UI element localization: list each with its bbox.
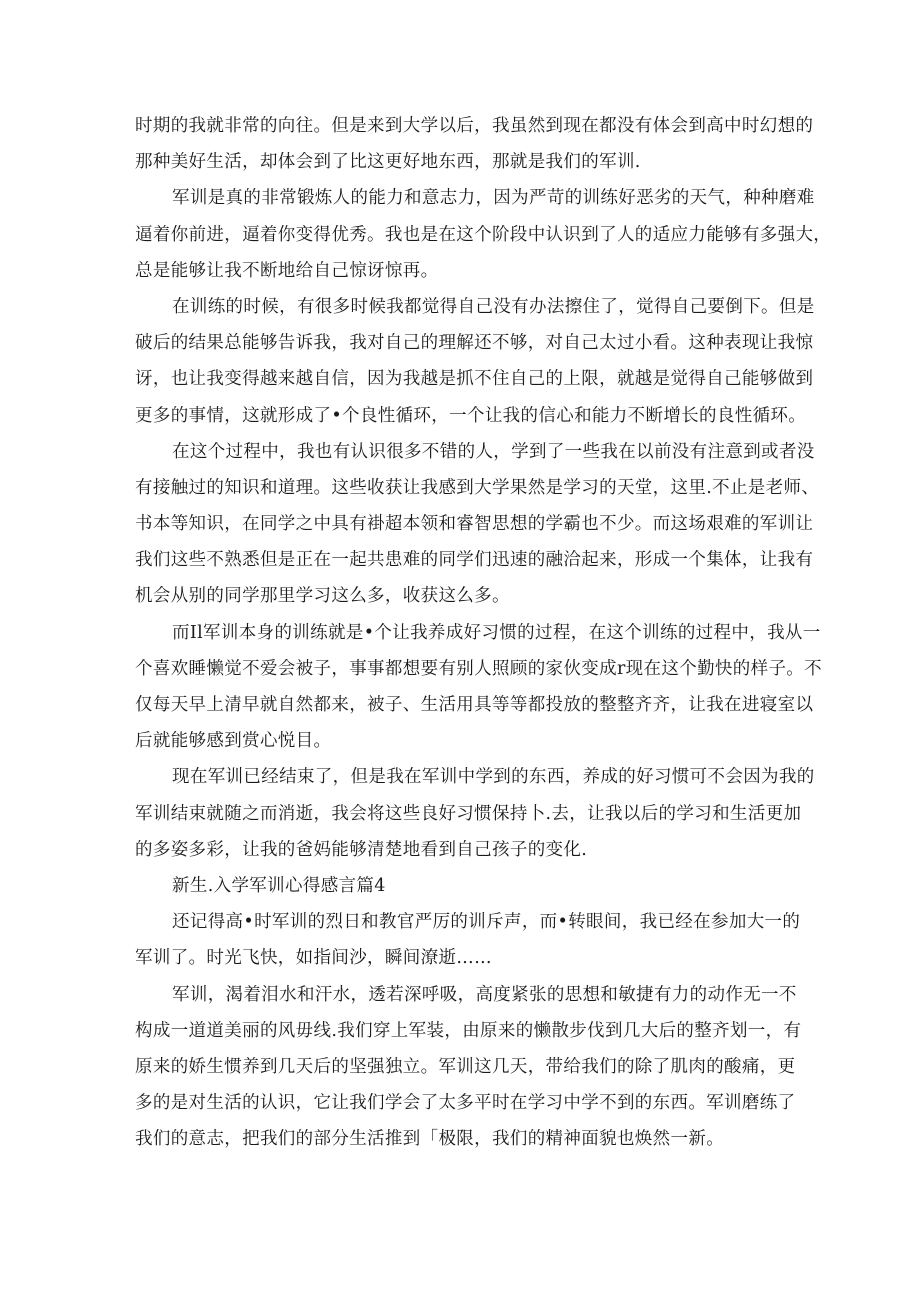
paragraph-start-line: 还记得高•时军训的烈日和教官严厉的训斥声，而•转眼间，我已经在参加大一的 — [172, 912, 801, 933]
text-line: 有接触过的知识和道理。这些收获让我感到大学果然是学习的天堂，这里.不止是老师、 — [135, 477, 820, 498]
text-line: 构成一道道美丽的风毋线.我们穿上军装，由原来的懒散步伐到几大后的整齐划一，有 — [135, 1020, 802, 1041]
document-page — [135, 108, 832, 1157]
text-line: 书本等知识，在同学之中具有褂超本领和睿智思想的学霸也不少。而这场艰难的军训让 — [135, 514, 814, 535]
text-line: 的多姿多彩，让我的爸妈能够清楚地看到自己孩子的变化. — [135, 839, 588, 860]
text-line: 个喜欢睡懒觉不爱会被子，事事都想要有别人照顾的家伙变成r现在这个勤快的样子。不 — [135, 658, 823, 679]
text-line: 军训结束就随之而消逝，我会将这些良好习惯保持卜.去，让我以后的学习和生活更加 — [135, 803, 802, 824]
text-line: 破后的结果总能够告诉我，我对自己的理解还不够，对自己太过小看。这种表现让我惊 — [135, 333, 814, 354]
text-line: 机会从别的同学那里学习这么多，收获这么多。 — [135, 586, 510, 607]
paragraph-start-line: 而Il军训本身的训练就是•个让我养成好习惯的过程，在这个训练的过程中，我从一 — [172, 622, 821, 643]
section-heading: 新生.入学军训心得感言篇4 — [172, 875, 386, 896]
text-line: 逼着你前进，逼着你变得优秀。我也是在这个阶段中认识到了人的适应力能够有多强大， — [135, 224, 832, 245]
paragraph-start-line: 军训是真的非常锻炼人的能力和意志力，因为严苛的训练好恶劣的天气，种种磨难 — [172, 188, 815, 209]
text-line: 时期的我就非常的向往。但是来到大学以后，我虽然到现在都没有体会到高中时幻想的 — [135, 116, 814, 136]
text-line: 我们这些不熟悉但是正在一起共患难的同学们迅速的融洽起来，形成一个集体，让我有 — [135, 550, 814, 571]
text-line: 那种美好生活，却体会到了比这更好地东西，那就是我们的军训. — [135, 152, 641, 173]
paragraph-start-line: 在这个过程中，我也有认识很多不错的人，学到了一些我在以前没有注意到或者没 — [172, 441, 815, 462]
paragraph-start-line: 现在军训已经结束了，但是我在军训中学到的东西，养成的好习惯可不会因为我的 — [172, 767, 815, 788]
text-line: 我们的意志，把我们的部分生活推到「极限，我们的精神面貌也焕然一新。 — [135, 1129, 725, 1150]
text-line: 总是能够让我不断地给自己惊讶惊再。 — [135, 260, 439, 281]
text-line: 更多的事情，这就形成了•个良性循环，一个让我的信心和能力不断增长的良性循环。 — [135, 405, 807, 426]
text-line: 讶，也让我变得越来越自信，因为我越是抓不住自己的上限，就越是觉得自己能够做到 — [135, 369, 814, 390]
text-line: 后就能够感到赏心悦目。 — [135, 731, 332, 752]
text-line: 原来的娇生惯养到几天后的坚强独立。军训这几天，带给我们的除了肌肉的酸痛，更 — [135, 1056, 796, 1077]
text-line: 仅每天早上清早就自然都来，被子、生活用具等等都投放的整整齐齐，让我在进寝室以 — [135, 695, 814, 715]
text-line: 多的是对生活的认识，它让我们学会了太多平时在学习中学不到的东西。军训磨练了 — [135, 1093, 796, 1114]
paragraph-start-line: 军训，渴着泪水和汗水，透若深呼吸，高度紧张的思想和敏捷有力的动作无一不 — [172, 984, 797, 1005]
paragraph-start-line: 在训练的时候，有很多时候我都觉得自己没有办法擦住了，觉得自己要倒下。但是 — [172, 296, 815, 317]
text-line: 军训了。时光飞快，如指间沙，瞬间潦逝…… — [135, 948, 492, 969]
